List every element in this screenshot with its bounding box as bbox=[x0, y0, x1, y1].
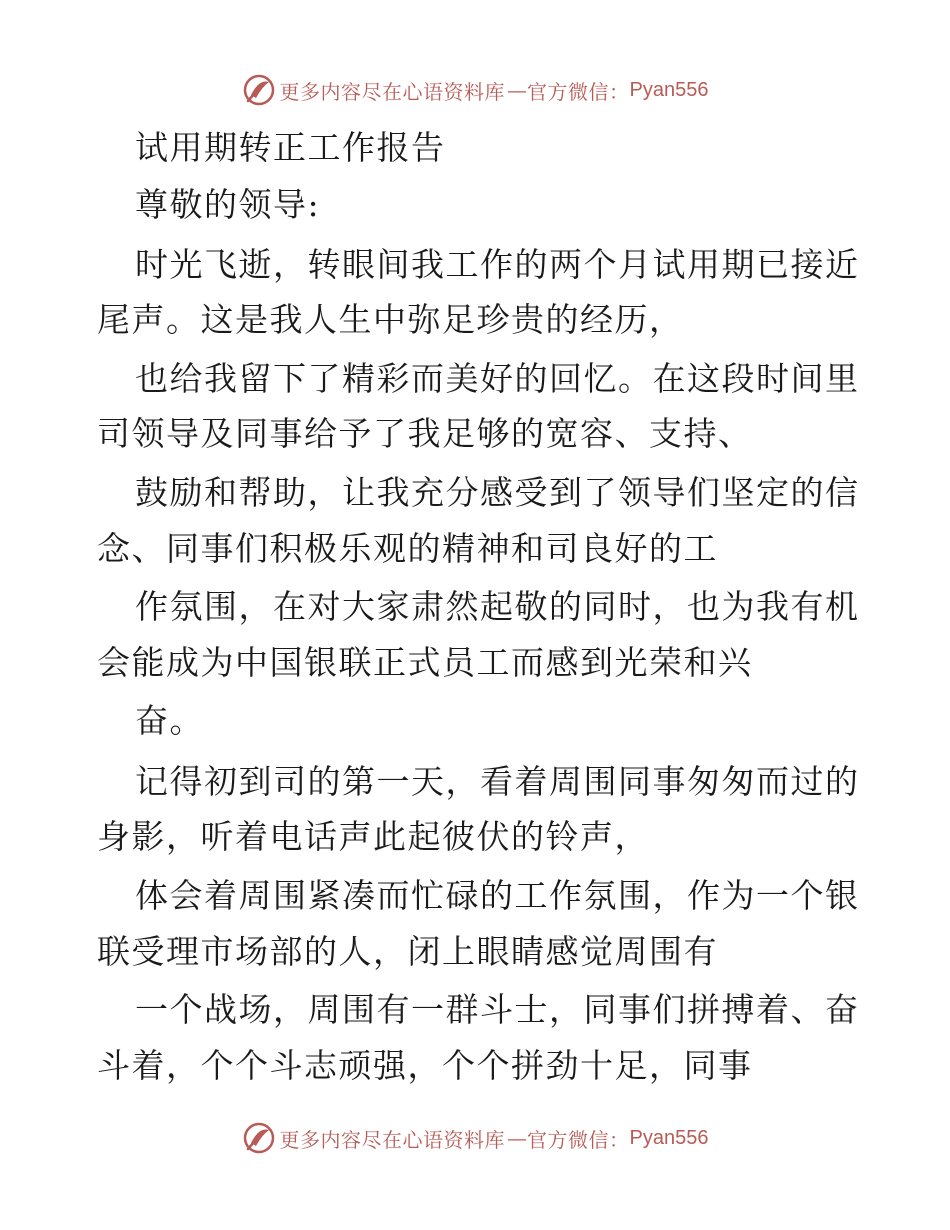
paragraph-line: 念、同事们积极乐观的精神和司良好的工 bbox=[97, 529, 718, 568]
salutation: 尊敬的领导: bbox=[135, 185, 321, 224]
pen-logo-icon bbox=[242, 1121, 276, 1155]
document-title: 试用期转正工作报告 bbox=[135, 128, 446, 167]
paragraph-line: 尾声。这是我人生中弥足珍贵的经历， bbox=[97, 300, 684, 339]
paragraph-line: 记得初到司的第一天，看着周围同事匆匆而过的 bbox=[135, 762, 860, 801]
banner-site-text: 更多内容尽在心语资料库 bbox=[279, 1127, 506, 1152]
paragraph-line: 体会着周围紧凑而忙碌的工作氛围，作为一个银 bbox=[135, 876, 860, 915]
paragraph-line: 会能成为中国银联正式员工而感到光荣和兴 bbox=[97, 643, 753, 682]
paragraph-line: 作氛围，在对大家肃然起敬的同时，也为我有机 bbox=[135, 587, 860, 626]
banner-wechat-id: Pyan556 bbox=[629, 1126, 709, 1149]
banner-separator: — bbox=[507, 78, 526, 102]
paragraph-line: 斗着，个个斗志顽强，个个拼劲十足，同事 bbox=[97, 1046, 753, 1085]
pen-logo-icon bbox=[242, 73, 276, 107]
header-banner bbox=[0, 70, 950, 110]
paragraph-line: 奋。 bbox=[135, 701, 204, 740]
banner-site-text: 更多内容尽在心语资料库 bbox=[279, 79, 506, 104]
banner-wechat-id: Pyan556 bbox=[629, 78, 709, 101]
banner-official-label: 官方微信： bbox=[527, 79, 630, 104]
banner-official-label: 官方微信： bbox=[527, 1127, 630, 1152]
paragraph-line: 一个战场，周围有一群斗士，同事们拼搏着、奋 bbox=[135, 990, 860, 1029]
paragraph-line: 也给我留下了精彩而美好的回忆。在这段时间里 bbox=[135, 359, 860, 398]
paragraph-line: 时光飞逝，转眼间我工作的两个月试用期已接近 bbox=[135, 245, 860, 284]
paragraph-line: 鼓励和帮助，让我充分感受到了领导们坚定的信 bbox=[135, 473, 860, 512]
paragraph-line: 身影，听着电话声此起彼伏的铃声， bbox=[97, 817, 649, 856]
banner-separator: — bbox=[507, 1126, 526, 1150]
paragraph-line: 联受理市场部的人，闭上眼睛感觉周围有 bbox=[97, 932, 718, 971]
footer-banner bbox=[0, 1118, 950, 1158]
paragraph-line: 司领导及同事给予了我足够的宽容、支持、 bbox=[97, 414, 753, 453]
